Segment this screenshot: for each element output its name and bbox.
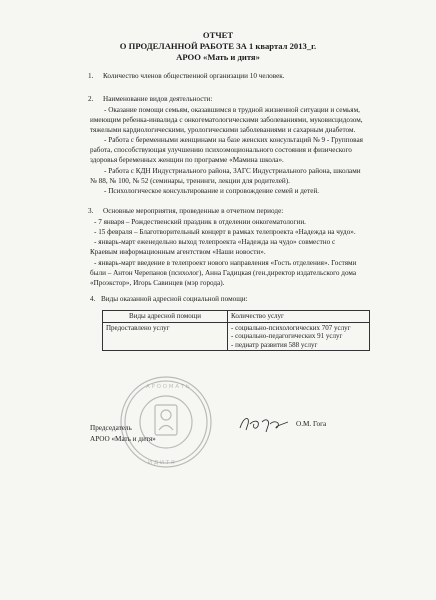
section4-number: 4. [90, 295, 96, 303]
table-header-cell: Количество услуг [228, 311, 370, 323]
stamp-text: А Р О О М А Т Ь [146, 384, 190, 390]
section3-line: - 15 февраля – Благотворительный концерт в рамках телепроекта «Надежда на чудо». [94, 228, 356, 236]
section1-number: 1. [88, 72, 94, 80]
section2-line: № 88, № 100, № 52 (семинары, тренинги, лекции для родителей). [90, 177, 290, 185]
section3-line: - 7 января – Рождественский праздник в отделении онкогематологии. [94, 218, 306, 226]
section3-number: 3. [88, 207, 94, 215]
section2-number: 2. [88, 95, 94, 103]
table-row-label: Предоставлено услуг [103, 322, 228, 351]
service-item: - социально-педагогических 91 услуг [231, 332, 343, 340]
section2-line: работа, способствующая улучшению психоэмоционального состояния и физического [90, 146, 352, 154]
section2-line: тяжелыми кардиологическими, урологическими заболеваниями и сахарным диабетом. [90, 126, 356, 134]
section4-heading: Виды оказанной адресной социальной помощи: [101, 295, 248, 303]
section3-line: - январь-март еженедельно выход телепроекта «Надежда на чудо» совместно с [94, 238, 336, 246]
service-item: - педиатр развития 588 услуг [231, 340, 318, 349]
table-header-row [103, 311, 370, 323]
section1-text: Количество членов общественной организации 10 человек. [103, 72, 285, 80]
signatory-organization: АРОО «Мать и дитя» [90, 435, 156, 443]
organization-stamp [118, 374, 214, 470]
section3-line: «Проэкстор», Игорь Савинцев (мэр города). [90, 279, 225, 287]
section2-line: - Работа с КДН Индустриального района, ЗАГС Индустриального района, школами [104, 167, 361, 175]
services-table [102, 310, 370, 351]
signatory-role: Председатель [90, 424, 132, 432]
section2-line: - Психологическое консультирование и сопровождение семей и детей. [104, 187, 320, 195]
section2-line: - Работа с беременными женщинами на базе женских консультаций № 9 - Групповая [104, 136, 363, 144]
section2-heading: Наименование видов деятельности: [103, 95, 213, 103]
report-title: ОТЧЕТ [202, 30, 234, 40]
section3-line: - январь-март введение в телепроект нового направления «Гость отделения». Гостями [94, 259, 357, 267]
handwritten-signature [236, 412, 292, 434]
table-row-values [228, 322, 370, 351]
section3-line: были – Антон Черепанов (психолог), Анна Гадицкая (ген.директор издательского дома [90, 269, 357, 277]
section2-line: здоровья беременных женщин по программе «Мамина школа». [90, 156, 284, 164]
signatory-name: О.М. Гога [296, 420, 327, 428]
report-subtitle: О ПРОДЕЛАННОЙ РАБОТЕ ЗА 1 квартал 2013_г. [119, 41, 317, 51]
section3-heading: Основные мероприятия, проведенные в отчетном периоде: [103, 207, 284, 215]
service-item: - социально-психологических 707 услуг [231, 323, 351, 332]
section2-line: - Оказание помощи семьям, оказавшимся в трудной жизненной ситуации и семьям, [104, 106, 360, 114]
stamp-text-bottom: И Д И Т Я [148, 460, 175, 466]
organization-name: АРОО «Мать и дитя» [176, 52, 260, 62]
section2-line: имеющим ребенка-инвалида с онкогематологическими заболеваниями, муковисцидозом, [90, 116, 363, 124]
table-row [103, 322, 370, 351]
table-header-cell: Виды адресной помощи [103, 311, 228, 323]
section3-line: Краевым информационным агентством «Наши новости». [90, 248, 266, 256]
